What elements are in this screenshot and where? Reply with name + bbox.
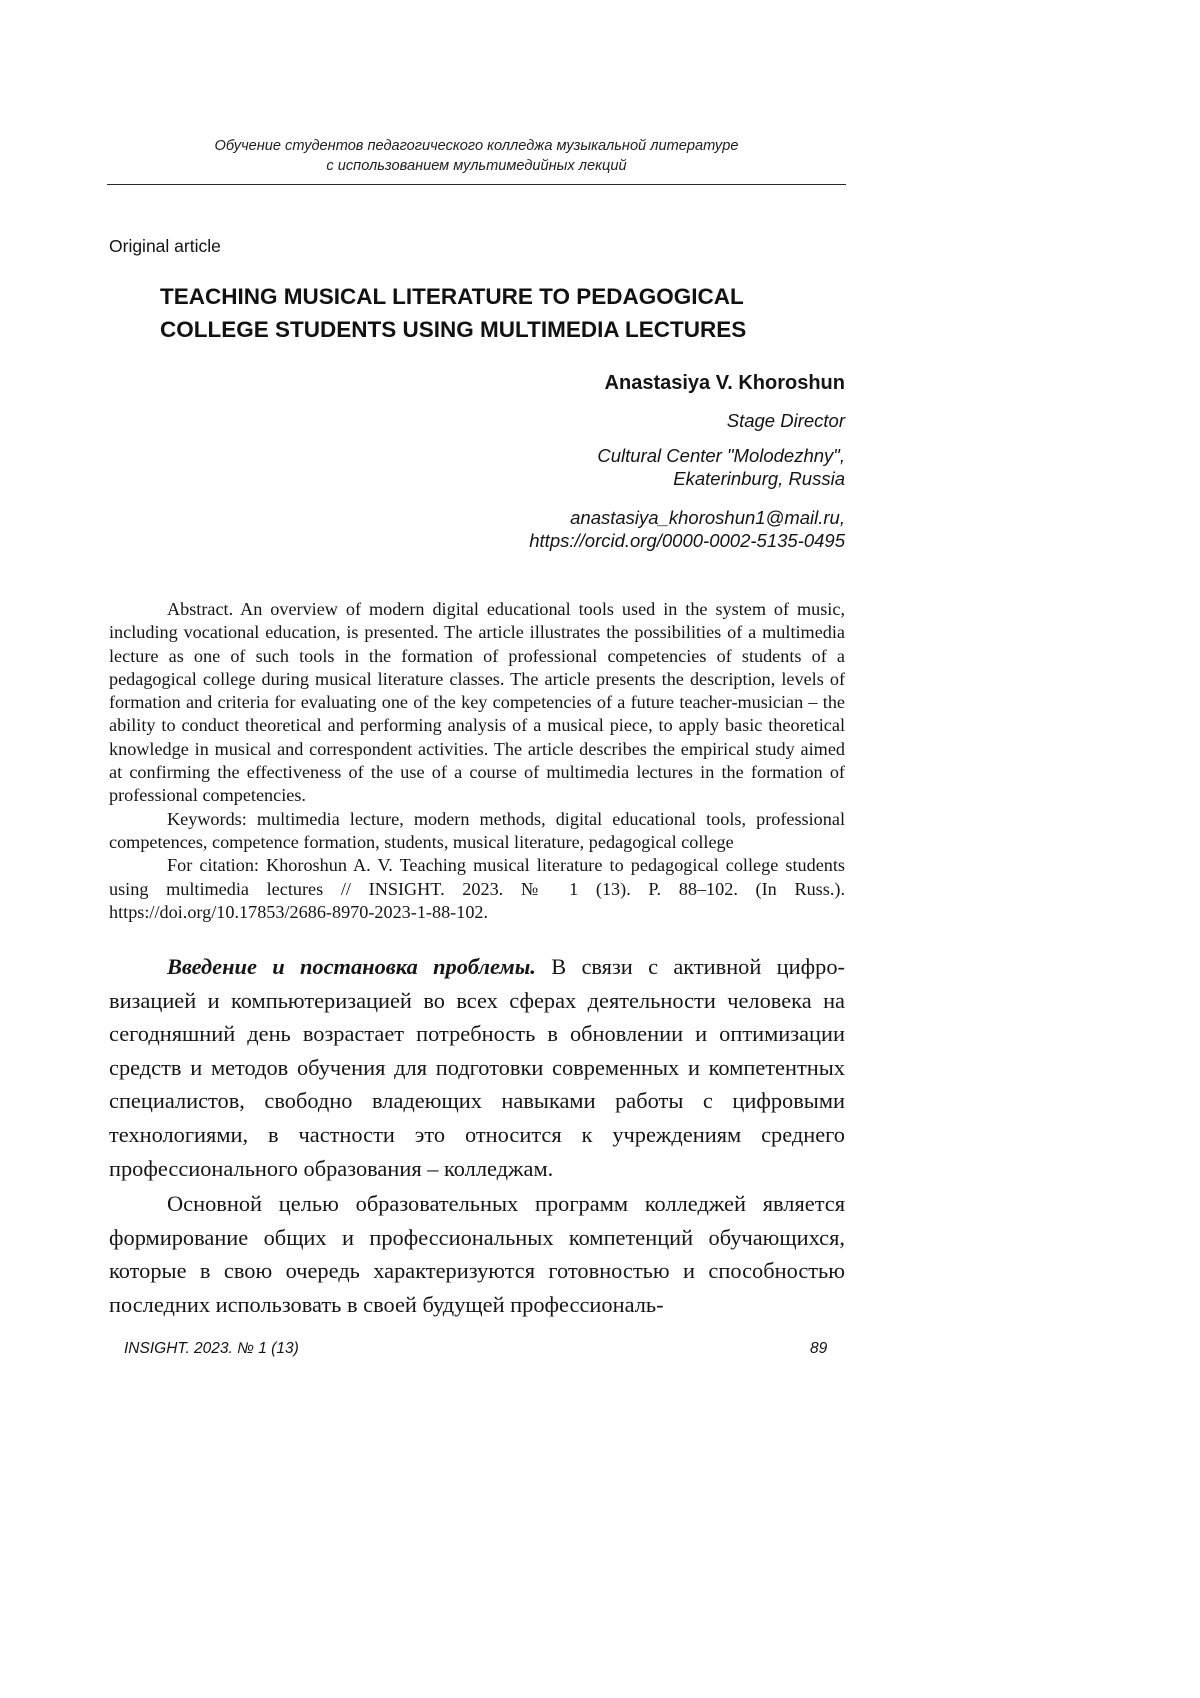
article-body bbox=[109, 950, 845, 1322]
author-position: Stage Director bbox=[726, 410, 845, 431]
section-heading-introduction: Введение и постановка проблемы. bbox=[167, 954, 536, 979]
author-orcid-link[interactable]: https://orcid.org/0000-0002-5135-0495 bbox=[529, 530, 845, 551]
running-header-line-2: с использованием мультимедийных лекций bbox=[326, 158, 627, 174]
footer-journal-info: INSIGHT. 2023. № 1 (13) bbox=[124, 1340, 299, 1357]
author-name: Anastasiya V. Khoroshun bbox=[604, 372, 845, 394]
author-affiliation bbox=[325, 444, 845, 491]
abstract-section bbox=[109, 598, 845, 924]
running-header bbox=[108, 136, 845, 176]
header-divider bbox=[107, 184, 846, 185]
author-email-link[interactable]: anastasiya_khoroshun1@mail.ru, bbox=[570, 506, 845, 528]
body-paragraph-2: Основной целью образовательных программ колледжей является формирование общих и профессиональных компетенций обучающихся, которые в свою очередь характеризуются готовностью и способностью последних использовать в своей будущей профессиональ- bbox=[109, 1191, 845, 1317]
footer-page-number: 89 bbox=[810, 1340, 828, 1357]
abstract-text: Abstract. An overview of modern digital educational tools used in the system of music, including vocational education, is presented. The article illustrates the possibilities of a multimedia lecture as one of such tools in the formation of professional competencies of students of a pedagogical college during musical literature classes. The article presents the description, levels of formation and criteria for evaluating one of the key competencies of a future teacher-musician – the ability to conduct theoretical and performing analysis of a musical piece, to apply basic theoretical knowledge in musical and correspondent activities. The article describes the empirical study aimed at confirming the effectiveness of the use of a course of multimedia lectures in the formation of professional competencies. bbox=[109, 599, 845, 806]
running-header-line-1: Обучение студентов педагогического колледжа музыкальной литературе bbox=[214, 138, 739, 154]
citation-text: For citation: Khoroshun A. V. Teaching musical literature to pedagogical college students using multimedia lectures // INSIGHT. 2023. № 1 (13). P. 88–102. (In Russ.). https://doi.org/10.17853/2686-8970-2023-1-88-102. bbox=[109, 855, 845, 922]
article-title bbox=[160, 280, 820, 346]
author-affiliation-line-1: Cultural Center "Molodezhny", bbox=[597, 444, 845, 466]
author-block bbox=[325, 370, 845, 553]
body-paragraph-1 bbox=[109, 950, 845, 1185]
article-type-label: Original article bbox=[109, 236, 221, 256]
article-title-line-2: COLLEGE STUDENTS USING MULTIMEDIA LECTURES bbox=[160, 317, 747, 342]
body-paragraph-1-text: В связи с активной цифровизацией и компьютеризацией во всех сферах деятельности человека на сегодняшний день возрастает потребность в обновлении и оптимизации средств и методов обучения для подготовки современных и компетентных специалистов, свободно владеющих навыками работы с цифровыми технологиями, в частности это относится к учреждениям среднего профессионального образования – колледжам. bbox=[109, 954, 845, 1181]
article-title-line-1: TEACHING MUSICAL LITERATURE TO PEDAGOGICAL bbox=[160, 284, 744, 309]
keywords-text: Keywords: multimedia lecture, modern methods, digital educational tools, professional competences, competence formation, students, musical literature, pedagogical college bbox=[109, 808, 845, 852]
author-contacts bbox=[325, 506, 845, 553]
author-affiliation-line-2: Ekaterinburg, Russia bbox=[673, 468, 845, 489]
